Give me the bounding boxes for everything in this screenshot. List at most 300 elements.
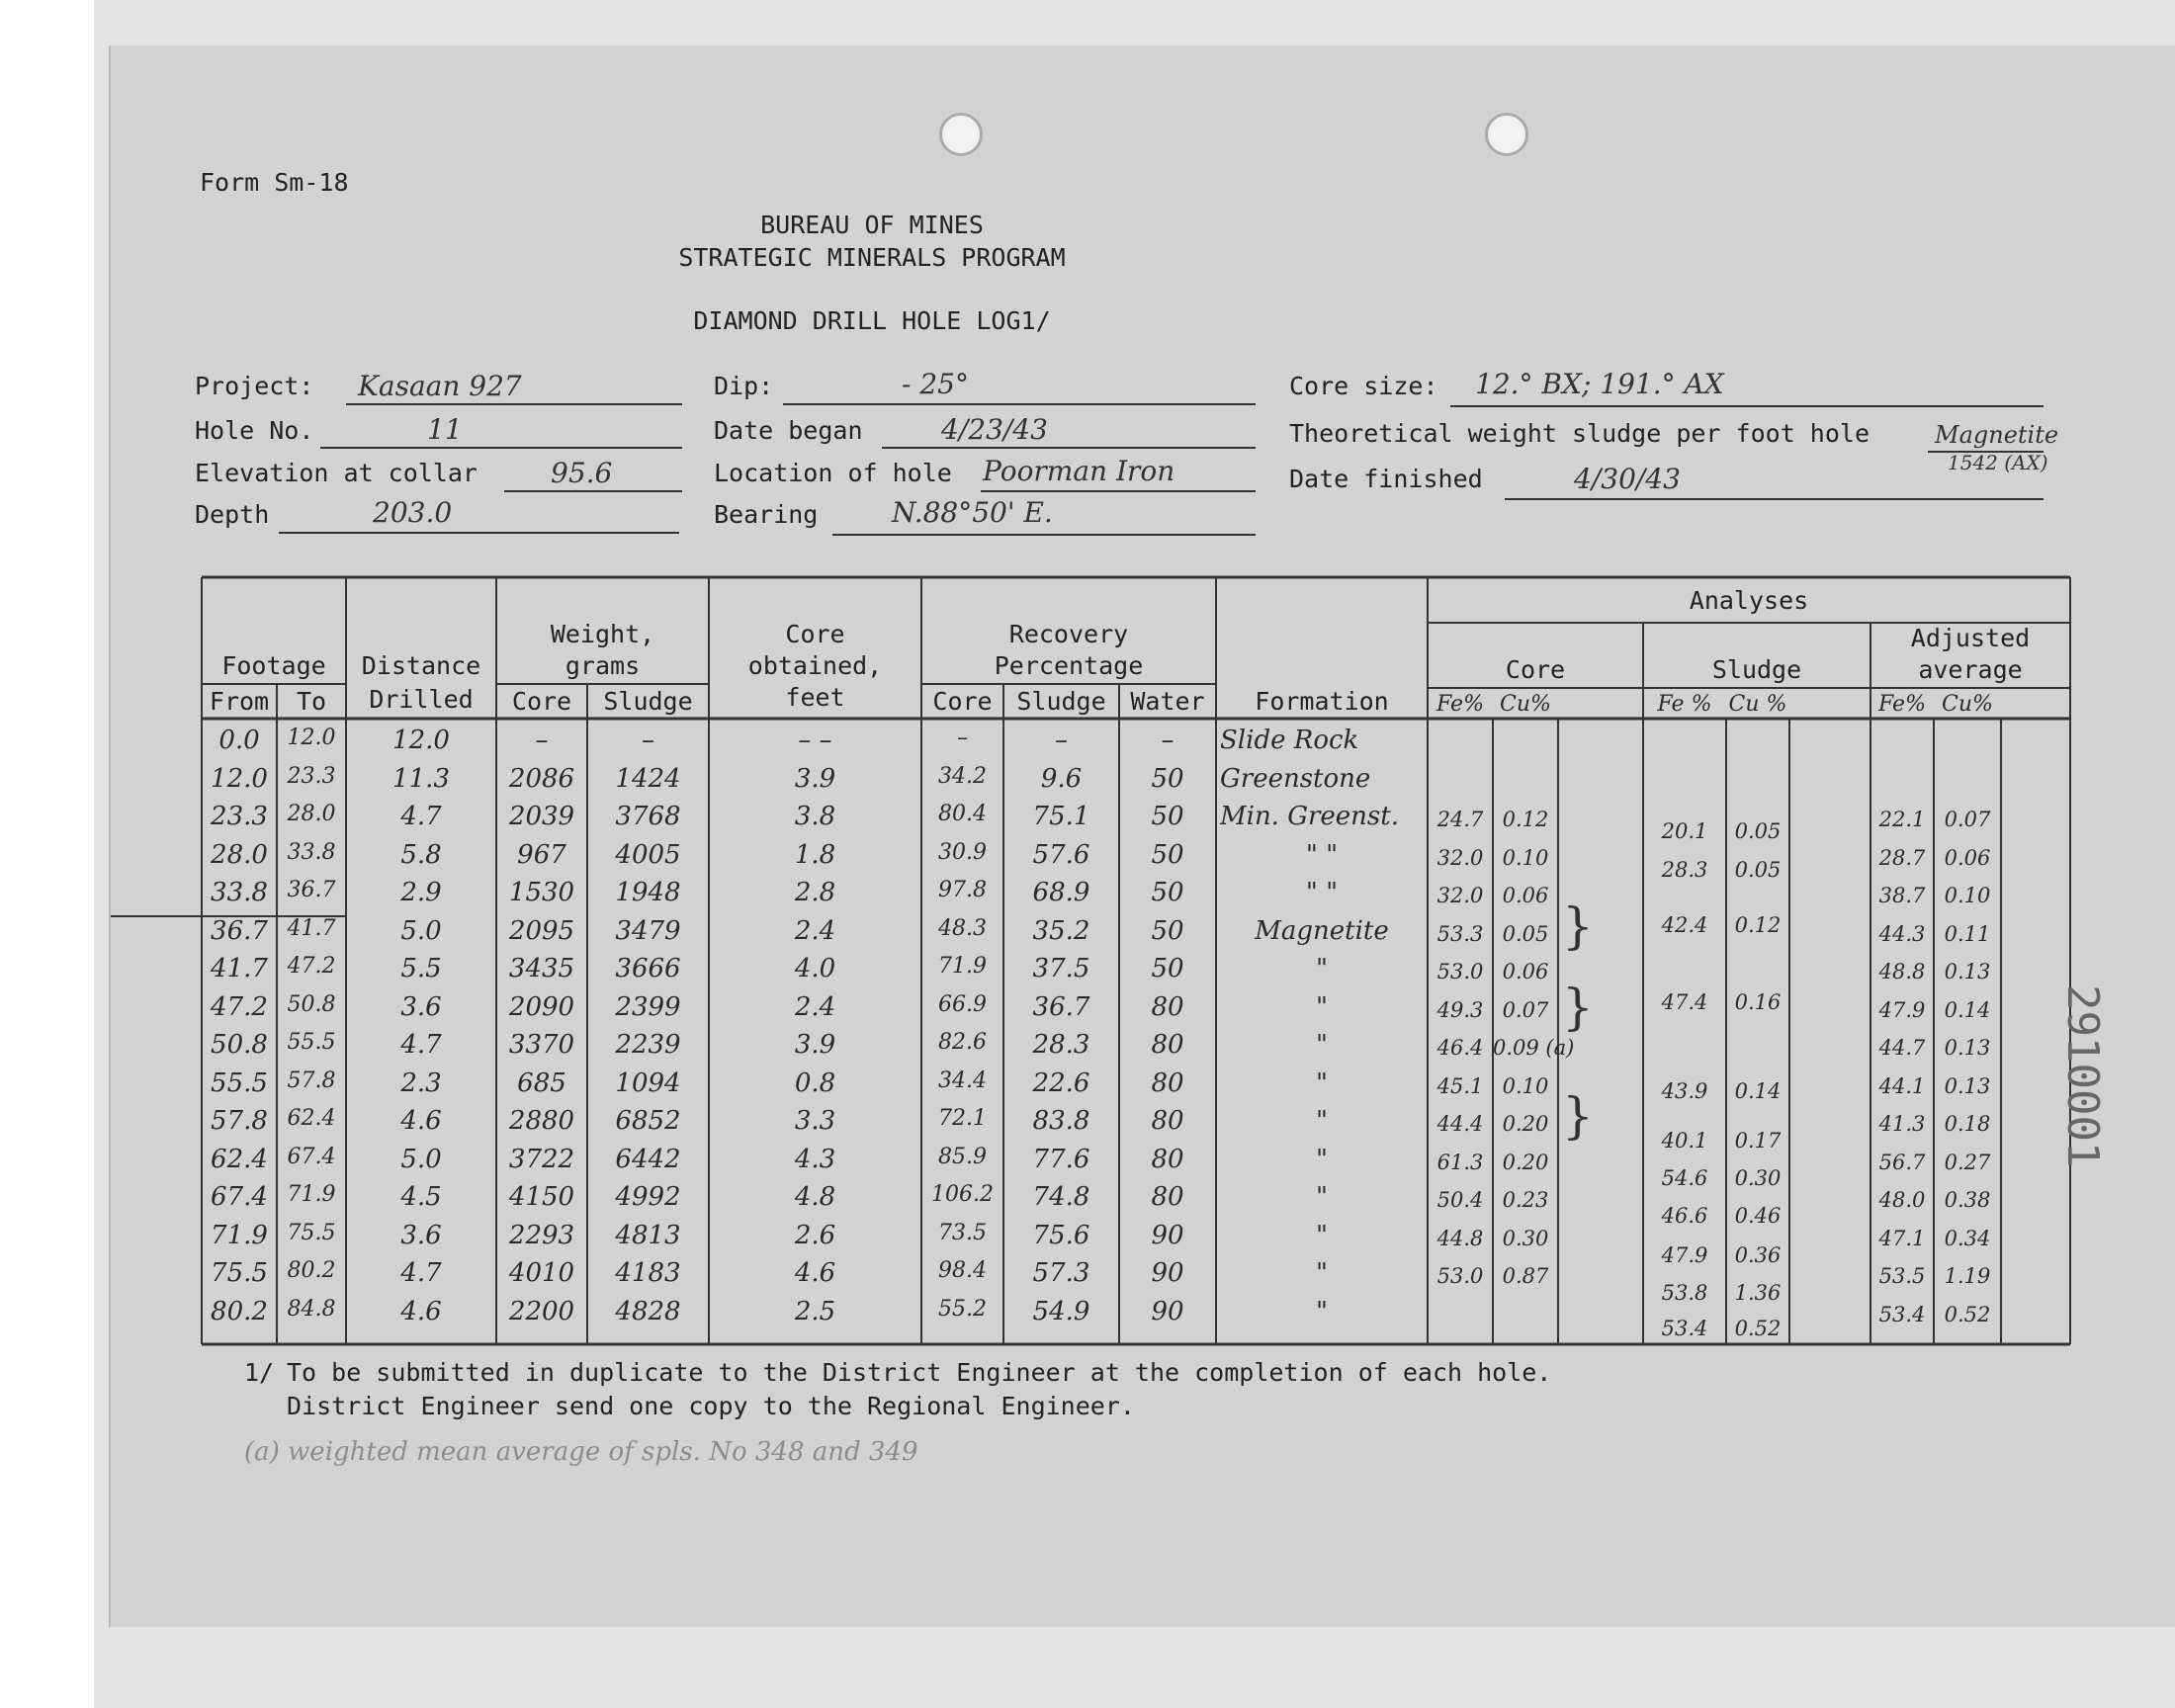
table-cell-rcore: 85.9 (938, 1144, 987, 1169)
table-cell-rwater: 90 (1151, 1220, 1184, 1250)
table-cell-to: 28.0 (287, 802, 336, 826)
table-cell-rcore: 98.4 (938, 1258, 987, 1283)
table-cell-from: 41.7 (211, 954, 268, 983)
table-cell-to: 75.5 (287, 1220, 336, 1245)
table-cell-ccu: 0.10 (1502, 1073, 1549, 1098)
sludge-cell-cu: 0.12 (1734, 913, 1782, 937)
table-cell-rsludge: 57.6 (1032, 839, 1090, 870)
table-cell-acu: 0.13 (1944, 960, 1991, 983)
table-cell-cfe: 44.4 (1436, 1112, 1484, 1136)
footnote-line-2: District Engineer send one copy to the Regional Engineer. (287, 1392, 1135, 1420)
table-cell-cfe: 53.0 (1436, 960, 1484, 983)
table-cell-from: 33.8 (211, 878, 268, 907)
table-cell-afe: 48.0 (1878, 1188, 1926, 1212)
table-cell-rsludge: 83.8 (1032, 1106, 1090, 1136)
sludge-cell-fe: 53.4 (1661, 1317, 1708, 1340)
table-cell-to: 67.4 (287, 1144, 336, 1169)
table-cell-ccu: 0.07 (1502, 997, 1549, 1022)
table-cell-afe: 47.9 (1878, 997, 1926, 1022)
header-average: average (1918, 655, 2023, 684)
table-cell-formation: " (1316, 1144, 1328, 1174)
table-cell-rsludge: 68.9 (1032, 878, 1090, 907)
table-cell-dist: 11.3 (392, 763, 450, 794)
table-cell-coreft: 4.6 (794, 1258, 836, 1288)
table-cell-rwater: 50 (1151, 954, 1184, 983)
table-cell-rwater: 80 (1151, 991, 1184, 1022)
table-cell-coreft: 2.6 (794, 1220, 836, 1250)
header-percentage: Percentage (994, 651, 1144, 680)
table-cell-acu: 0.18 (1944, 1112, 1991, 1136)
table-cell-coreft: 4.8 (794, 1182, 836, 1212)
table-cell-rcore: 72.1 (938, 1106, 987, 1131)
table-cell-rsludge: 57.3 (1032, 1258, 1090, 1288)
table-cell-wcore: 3722 (508, 1144, 575, 1174)
table-cell-from: 23.3 (211, 802, 268, 831)
table-cell-rwater: 80 (1151, 1182, 1184, 1212)
table-cell-cfe: 32.0 (1436, 884, 1484, 907)
bearing-label: Bearing (714, 500, 819, 529)
table-cell-cfe: 50.4 (1436, 1188, 1484, 1212)
table-cell-rsludge: 75.6 (1032, 1220, 1090, 1250)
table-cell-wsludge: 2399 (615, 991, 681, 1022)
table-cell-cfe: 24.7 (1436, 808, 1484, 831)
table-cell-rcore: 73.5 (938, 1220, 987, 1245)
table-cell-ccu: 0.06 (1502, 960, 1549, 983)
sludge-cell-cu: 0.14 (1734, 1079, 1782, 1103)
table-cell-dist: 4.6 (400, 1106, 442, 1136)
sludge-cell-fe: 54.6 (1661, 1166, 1708, 1190)
table-cell-wsludge: 4828 (615, 1296, 681, 1326)
table-cell-ccu: 0.30 (1502, 1226, 1549, 1250)
table-cell-rcore: 106.2 (931, 1182, 994, 1207)
agency-title: BUREAU OF MINES (760, 211, 984, 239)
table-cell-dist: 4.5 (400, 1182, 442, 1212)
dip-value: - 25° (902, 368, 969, 400)
theoretical-value: Magnetite (1935, 421, 2059, 449)
table-cell-coreft: 3.9 (794, 763, 836, 794)
table-cell-wsludge: 1948 (615, 878, 681, 907)
table-cell-dist: 12.0 (392, 726, 450, 755)
table-cell-ccu: 0.23 (1502, 1188, 1549, 1212)
table-cell-formation: " " (1305, 878, 1339, 907)
table-cell-rsludge: 36.7 (1032, 991, 1090, 1022)
table-cell-wsludge: – (642, 726, 654, 755)
table-cell-cfe: 53.3 (1436, 921, 1484, 946)
sludge-cell-cu: 0.05 (1734, 819, 1782, 843)
table-cell-rcore: 66.9 (938, 991, 987, 1017)
table-cell-formation: Greenstone (1220, 763, 1371, 794)
table-cell-afe: 44.3 (1878, 921, 1926, 946)
table-cell-rwater: 50 (1151, 839, 1184, 870)
elevation-value: 95.6 (551, 457, 613, 489)
table-cell-from: 75.5 (211, 1258, 268, 1288)
table-cell-acu: 0.38 (1944, 1188, 1991, 1212)
table-cell-rsludge: – (1055, 726, 1068, 755)
table-cell-from: 28.0 (211, 839, 268, 870)
table-cell-formation: " (1316, 1258, 1328, 1288)
date-began-label: Date began (714, 416, 863, 445)
table-cell-afe: 48.8 (1878, 960, 1926, 983)
sludge-cell-fe: 20.1 (1661, 819, 1708, 843)
grouping-brace: } (1562, 897, 1594, 955)
table-cell-formation: " (1316, 1296, 1328, 1326)
header-adjusted: Adjusted (1910, 624, 2031, 652)
table-cell-from: 80.2 (211, 1296, 268, 1326)
table-cell-wsludge: 1424 (615, 763, 681, 794)
header-analyses-core: Core (1505, 655, 1566, 684)
location-label: Location of hole (714, 459, 952, 487)
table-cell-wcore: 2039 (508, 802, 575, 831)
table-cell-rcore: 30.9 (938, 839, 987, 865)
table-cell-ccu: 0.20 (1502, 1112, 1549, 1136)
program-title: STRATEGIC MINERALS PROGRAM (678, 243, 1066, 272)
table-cell-rcore: 34.2 (938, 763, 987, 789)
table-cell-from: 57.8 (211, 1106, 268, 1136)
hole-value: 11 (427, 413, 463, 446)
core-size-label: Core size: (1289, 372, 1438, 400)
table-cell-rsludge: 74.8 (1032, 1182, 1090, 1212)
header-recovery: Recovery (1008, 620, 1129, 648)
dip-label: Dip: (714, 372, 774, 400)
table-cell-from: 12.0 (211, 763, 268, 794)
header-core-fe: Fe% (1436, 692, 1484, 717)
date-finished-label: Date finished (1289, 465, 1483, 493)
table-cell-wcore: 4010 (508, 1258, 575, 1288)
table-cell-wsludge: 3666 (615, 954, 681, 983)
table-cell-afe: 47.1 (1878, 1226, 1926, 1250)
table-cell-afe: 53.4 (1878, 1302, 1926, 1326)
table-cell-acu: 0.34 (1944, 1226, 1991, 1250)
table-cell-afe: 28.7 (1878, 845, 1926, 870)
table-cell-from: 47.2 (211, 991, 268, 1022)
table-cell-formation: Min. Greenst. (1220, 802, 1399, 831)
table-cell-afe: 22.1 (1878, 808, 1926, 831)
table-cell-rwater: 50 (1151, 878, 1184, 907)
table-cell-cfe: 44.8 (1436, 1226, 1484, 1250)
table-cell-coreft: 2.4 (794, 915, 836, 946)
table-cell-rwater: 90 (1151, 1296, 1184, 1326)
table-cell-formation: " (1316, 1106, 1328, 1136)
header-from: From (209, 687, 270, 716)
theoretical-value-ax: 1542 (AX) (1948, 451, 2048, 474)
table-cell-to: 71.9 (287, 1182, 336, 1207)
table-cell-coreft: – – (798, 726, 832, 755)
header-sludge-fe: Fe % (1657, 692, 1712, 717)
table-cell-cfe: 45.1 (1436, 1073, 1484, 1098)
log-title: DIAMOND DRILL HOLE LOG1/ (693, 306, 1051, 335)
table-cell-from: 50.8 (211, 1030, 268, 1060)
table-cell-from: 0.0 (218, 726, 260, 755)
table-cell-to: 62.4 (287, 1106, 336, 1131)
table-cell-dist: 5.0 (400, 1144, 442, 1174)
table-cell-dist: 3.6 (400, 1220, 442, 1250)
table-cell-wcore: 967 (517, 839, 566, 870)
table-cell-rcore: 34.4 (938, 1068, 987, 1093)
table-cell-rwater: 50 (1151, 763, 1184, 794)
sludge-cell-cu: 0.05 (1734, 858, 1782, 882)
project-value: Kasaan 927 (358, 370, 522, 402)
table-cell-wsludge: 6442 (615, 1144, 681, 1174)
table-cell-ccu: 0.05 (1502, 921, 1549, 946)
table-cell-afe: 44.7 (1878, 1036, 1926, 1060)
table-cell-coreft: 2.5 (794, 1296, 836, 1326)
table-cell-rwater: 80 (1151, 1068, 1184, 1098)
table-cell-to: 80.2 (287, 1258, 336, 1283)
footnote-mark: 1/ (244, 1358, 275, 1387)
header-core-obtained-2: obtained, (747, 651, 883, 680)
grouping-brace: } (1562, 979, 1594, 1036)
project-label: Project: (195, 372, 314, 400)
table-cell-dist: 3.6 (400, 991, 442, 1022)
table-cell-dist: 5.8 (400, 839, 442, 870)
date-finished-value: 4/30/43 (1574, 463, 1681, 495)
table-cell-to: 36.7 (287, 878, 336, 902)
table-cell-dist: 4.7 (400, 802, 442, 831)
table-cell-acu: 0.52 (1944, 1302, 1991, 1326)
table-cell-wsludge: 3479 (615, 915, 681, 946)
table-cell-formation: " (1316, 1220, 1328, 1250)
table-cell-formation: " (1316, 1182, 1328, 1212)
header-core-cu: Cu% (1500, 692, 1551, 717)
header-recovery-water: Water (1130, 687, 1205, 716)
table-cell-formation: " " (1305, 839, 1339, 870)
table-cell-dist: 5.0 (400, 915, 442, 946)
sludge-cell-fe: 40.1 (1661, 1129, 1708, 1153)
table-cell-rcore: – (957, 726, 968, 750)
table-cell-wsludge: 4005 (615, 839, 681, 870)
table-cell-from: 55.5 (211, 1068, 268, 1098)
header-weight: Weight, (550, 620, 655, 648)
table-cell-coreft: 1.8 (794, 839, 836, 870)
header-to: To (296, 687, 327, 716)
table-cell-rsludge: 37.5 (1032, 954, 1090, 983)
sludge-cell-cu: 0.16 (1734, 990, 1782, 1014)
depth-value: 203.0 (373, 496, 453, 529)
table-cell-afe: 56.7 (1878, 1150, 1926, 1174)
header-adjusted-fe: Fe% (1878, 692, 1926, 717)
table-cell-rsludge: 77.6 (1032, 1144, 1090, 1174)
table-cell-afe: 44.1 (1878, 1073, 1926, 1098)
table-cell-to: 12.0 (287, 726, 336, 750)
table-cell-to: 84.8 (287, 1296, 336, 1322)
sludge-cell-fe: 47.9 (1661, 1243, 1708, 1267)
table-cell-cfe: 53.0 (1436, 1264, 1484, 1288)
table-cell-ccu: 0.10 (1502, 845, 1549, 870)
table-cell-to: 47.2 (287, 954, 336, 979)
table-cell-from: 36.7 (211, 915, 268, 946)
header-core-obtained-1: Core (785, 620, 845, 648)
table-cell-cfe: 49.3 (1436, 997, 1484, 1022)
table-cell-to: 33.8 (287, 839, 336, 865)
table-cell-to: 41.7 (287, 915, 336, 941)
table-cell-rcore: 55.2 (938, 1296, 987, 1322)
table-cell-formation: Magnetite (1255, 915, 1389, 946)
header-analyses: Analyses (1689, 586, 1809, 615)
table-cell-from: 67.4 (211, 1182, 268, 1212)
date-began-value: 4/23/43 (941, 413, 1048, 446)
header-recovery-core: Core (932, 687, 993, 716)
table-cell-wcore: 3435 (508, 954, 575, 983)
table-cell-formation: Slide Rock (1220, 726, 1359, 755)
elevation-label: Elevation at collar (195, 459, 478, 487)
table-cell-acu: 0.27 (1944, 1150, 1991, 1174)
header-drilled: Drilled (369, 685, 474, 714)
document-stamp: 2910001 (2057, 984, 2108, 1168)
table-cell-acu: 0.13 (1944, 1073, 1991, 1098)
header-weight-core: Core (511, 687, 572, 716)
table-cell-coreft: 3.9 (794, 1030, 836, 1060)
table-cell-ccu: 0.20 (1502, 1150, 1549, 1174)
table-cell-wsludge: 4813 (615, 1220, 681, 1250)
table-cell-rsludge: 22.6 (1032, 1068, 1090, 1098)
table-cell-wsludge: 2239 (615, 1030, 681, 1060)
sludge-cell-cu: 0.36 (1734, 1243, 1782, 1267)
table-cell-wcore: 1530 (508, 878, 575, 907)
table-cell-rcore: 48.3 (938, 915, 987, 941)
sludge-cell-fe: 47.4 (1661, 990, 1708, 1014)
table-cell-to: 57.8 (287, 1068, 336, 1093)
table-cell-coreft: 3.8 (794, 802, 836, 831)
theoretical-label: Theoretical weight sludge per foot hole (1289, 419, 1870, 448)
scan-margin (0, 0, 94, 1708)
table-cell-wsludge: 3768 (615, 802, 681, 831)
table-cell-dist: 4.7 (400, 1030, 442, 1060)
table-cell-acu: 0.14 (1944, 997, 1991, 1022)
table-cell-to: 50.8 (287, 991, 336, 1017)
table-cell-coreft: 3.3 (794, 1106, 836, 1136)
table-cell-coreft: 2.4 (794, 991, 836, 1022)
header-core-obtained-3: feet (785, 683, 845, 712)
table-cell-acu: 0.10 (1944, 884, 1991, 907)
table-cell-wcore: 2095 (508, 915, 575, 946)
table-cell-rwater: 80 (1151, 1030, 1184, 1060)
hole-label: Hole No. (195, 416, 314, 445)
table-cell-formation: " (1316, 991, 1328, 1022)
table-cell-formation: " (1316, 1030, 1328, 1060)
sludge-cell-cu: 0.46 (1734, 1204, 1782, 1228)
drill-log-table-grid (111, 45, 2175, 1627)
table-cell-formation: " (1316, 954, 1328, 983)
table-cell-to: 55.5 (287, 1030, 336, 1055)
table-cell-acu: 0.11 (1944, 921, 1991, 946)
sludge-cell-cu: 0.52 (1734, 1317, 1782, 1340)
table-cell-wcore: 685 (517, 1068, 566, 1098)
table-cell-acu: 0.07 (1944, 808, 1991, 831)
table-cell-rsludge: 35.2 (1032, 915, 1090, 946)
table-cell-wcore: – (535, 726, 549, 755)
table-cell-cfe: 61.3 (1436, 1150, 1484, 1174)
header-formation: Formation (1255, 687, 1389, 716)
header-analyses-sludge: Sludge (1711, 655, 1802, 684)
table-cell-acu: 1.19 (1944, 1264, 1991, 1288)
table-cell-wcore: 2090 (508, 991, 575, 1022)
sludge-cell-fe: 43.9 (1661, 1079, 1708, 1103)
table-cell-rsludge: 28.3 (1032, 1030, 1090, 1060)
table-cell-wcore: 2200 (508, 1296, 575, 1326)
grouping-brace: } (1562, 1087, 1594, 1145)
sludge-cell-fe: 28.3 (1661, 858, 1708, 882)
table-cell-rcore: 97.8 (938, 878, 987, 902)
table-cell-rwater: 50 (1151, 802, 1184, 831)
header-grams: grams (565, 651, 641, 680)
table-cell-wsludge: 6852 (615, 1106, 681, 1136)
table-cell-wsludge: 4183 (615, 1258, 681, 1288)
table-cell-ccu: 0.87 (1502, 1264, 1549, 1288)
table-cell-ccu: 0.06 (1502, 884, 1549, 907)
table-cell-rwater: 80 (1151, 1106, 1184, 1136)
table-cell-rsludge: 54.9 (1032, 1296, 1090, 1326)
table-cell-dist: 5.5 (400, 954, 442, 983)
table-cell-from: 62.4 (211, 1144, 268, 1174)
table-cell-coreft: 4.3 (794, 1144, 836, 1174)
table-cell-formation: " (1316, 1068, 1328, 1098)
handwritten-note: (a) weighted mean average of spls. No 348 and 349 (244, 1437, 918, 1467)
table-cell-dist: 2.9 (400, 878, 442, 907)
table-cell-ccu: 0.12 (1502, 808, 1549, 831)
header-footage: Footage (221, 651, 326, 680)
table-cell-rsludge: 9.6 (1040, 763, 1083, 794)
sludge-cell-fe: 42.4 (1661, 913, 1708, 937)
footnote-line-1: To be submitted in duplicate to the District Engineer at the completion of each hole. (287, 1358, 1552, 1387)
table-cell-acu: 0.06 (1944, 845, 1991, 870)
table-cell-wcore: 4150 (508, 1182, 575, 1212)
table-cell-ccu: 0.09 (a) (1493, 1036, 1575, 1060)
table-cell-coreft: 4.0 (794, 954, 836, 983)
table-cell-from: 71.9 (211, 1220, 268, 1250)
table-cell-rwater: 90 (1151, 1258, 1184, 1288)
depth-label: Depth (195, 500, 270, 529)
table-cell-wcore: 2293 (508, 1220, 575, 1250)
table-cell-dist: 4.7 (400, 1258, 442, 1288)
table-cell-rsludge: 75.1 (1032, 802, 1090, 831)
sludge-cell-cu: 1.36 (1734, 1281, 1782, 1305)
table-cell-wcore: 2880 (508, 1106, 575, 1136)
form-number: Form Sm-18 (200, 168, 349, 197)
sludge-cell-fe: 46.6 (1661, 1204, 1708, 1228)
table-cell-afe: 53.5 (1878, 1264, 1926, 1288)
table-cell-cfe: 46.4 (1436, 1036, 1484, 1060)
table-cell-to: 23.3 (287, 763, 336, 789)
table-cell-acu: 0.13 (1944, 1036, 1991, 1060)
core-size-value: 12.° BX; 191.° AX (1475, 368, 1724, 400)
table-cell-wcore: 3370 (508, 1030, 575, 1060)
table-cell-rcore: 80.4 (938, 802, 987, 826)
table-cell-cfe: 32.0 (1436, 845, 1484, 870)
bearing-value: N.88°50' E. (892, 496, 1053, 529)
table-cell-afe: 38.7 (1878, 884, 1926, 907)
table-cell-wcore: 2086 (508, 763, 575, 794)
header-adjusted-cu: Cu% (1942, 692, 1993, 717)
location-value: Poorman Iron (983, 455, 1175, 487)
table-cell-rwater: – (1161, 726, 1174, 755)
table-cell-afe: 41.3 (1878, 1112, 1926, 1136)
header-weight-sludge: Sludge (603, 687, 693, 716)
table-cell-dist: 2.3 (400, 1068, 442, 1098)
header-distance: Distance (361, 651, 481, 680)
sludge-cell-fe: 53.8 (1661, 1281, 1708, 1305)
header-sludge-cu: Cu % (1728, 692, 1787, 717)
table-cell-coreft: 0.8 (794, 1068, 836, 1098)
table-cell-wsludge: 1094 (615, 1068, 681, 1098)
sludge-cell-cu: 0.17 (1734, 1129, 1782, 1153)
sludge-cell-cu: 0.30 (1734, 1166, 1782, 1190)
table-cell-rcore: 82.6 (938, 1030, 987, 1055)
table-cell-rwater: 50 (1151, 915, 1184, 946)
header-recovery-sludge: Sludge (1016, 687, 1106, 716)
table-cell-rcore: 71.9 (938, 954, 987, 979)
table-cell-coreft: 2.8 (794, 878, 836, 907)
drill-log-card (111, 45, 2175, 1627)
